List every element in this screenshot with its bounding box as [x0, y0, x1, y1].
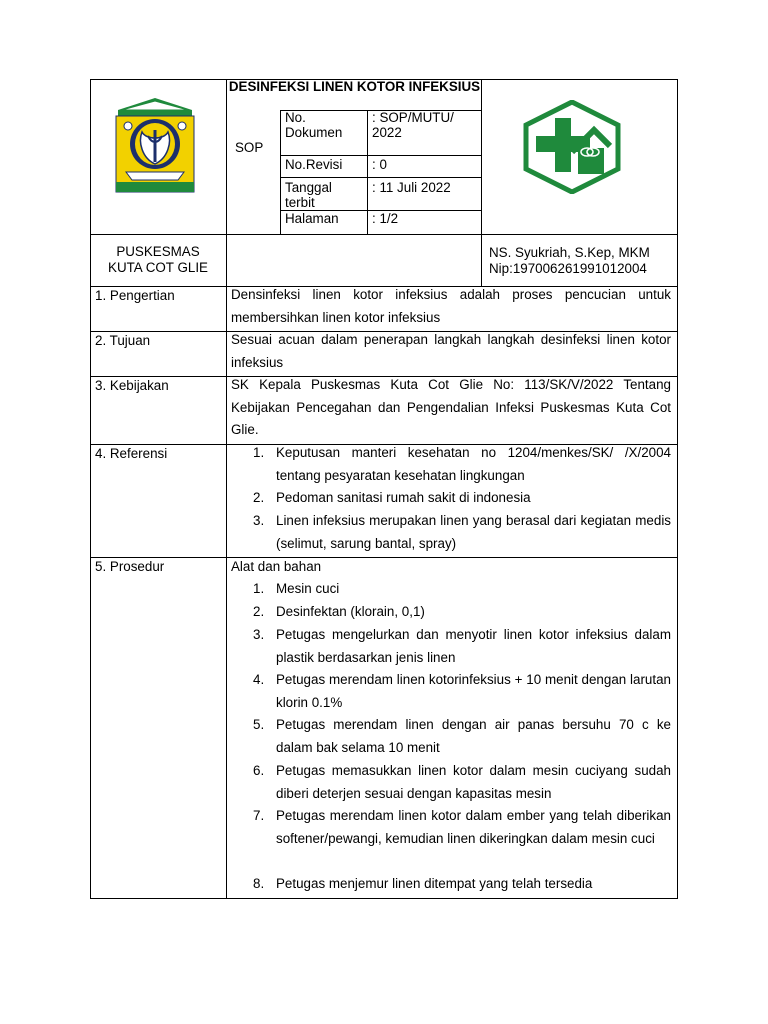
org-name-line2: KUTA COT GLIE: [108, 260, 208, 275]
row-divider: [90, 557, 678, 558]
puskesmas-logo: [520, 100, 624, 194]
column-divider: [226, 79, 227, 899]
signer-name: NS. Syukriah, S.Kep, MKM: [489, 245, 650, 260]
meta-key-halaman: Halaman: [285, 211, 339, 226]
meta-key-tanggal-terbit: Tanggal terbit: [285, 180, 332, 210]
referensi-item-1: Keputusan manteri kesehatan no 1204/menkes/SK/ /X/2004 tentang pesyaratan kesehatan lingkungan: [276, 445, 671, 483]
section-label-kebijakan: 3. Kebijakan: [95, 378, 169, 393]
meta-value-no-revisi: : 0: [372, 157, 387, 172]
prosedur-item-1: Mesin cuci: [276, 581, 340, 596]
column-divider: [481, 79, 482, 286]
meta-value-no-dokumen: : SOP/MUTU/ 2022: [372, 110, 454, 140]
list-number: 3.: [253, 627, 265, 642]
meta-value-tanggal-terbit: : 11 Juli 2022: [372, 180, 451, 195]
list-number: 4.: [253, 672, 265, 687]
prosedur-item-4: Petugas merendam linen kotorinfeksius + 10 menit dengan larutan klorin 0.1%: [276, 672, 671, 710]
list-number: 5.: [253, 717, 265, 732]
list-number: 1.: [253, 445, 265, 460]
meta-key-no-revisi: No.Revisi: [285, 157, 343, 172]
column-divider: [280, 110, 281, 234]
signer-nip: Nip:197006261991012004: [489, 261, 647, 276]
section-label-tujuan: 2. Tujuan: [95, 333, 151, 348]
list-number: 2.: [253, 604, 265, 619]
prosedur-item-2: Desinfektan (klorain, 0,1): [276, 604, 425, 619]
list-number: 3.: [253, 513, 265, 528]
prosedur-item-6: Petugas memasukkan linen kotor dalam mesin cuciyang sudah diberi deterjen sesuai dengan kapasitas mesin: [276, 763, 671, 801]
pengertian-text: Densinfeksi linen kotor infeksius adalah proses pencucian untuk membersihkan linen kotor infeksius: [231, 287, 671, 325]
referensi-item-3: Linen infeksius merupakan linen yang berasal dari kegiatan medis (selimut, sarung bantal, spray): [276, 513, 671, 551]
section-label-prosedur: 5. Prosedur: [95, 559, 165, 574]
prosedur-item-7: Petugas merendam linen kotor dalam ember yang telah diberikan softener/pewangi, kemudian linen dikeringkan dalam mesin cuci: [276, 808, 671, 846]
list-number: 1.: [253, 581, 265, 596]
list-number: 8.: [253, 876, 265, 891]
meta-key-no-dokumen: No. Dokumen: [285, 110, 343, 140]
prosedur-intro: Alat dan bahan: [231, 559, 322, 574]
kebijakan-text: SK Kepala Puskesmas Kuta Cot Glie No: 113/SK/V/2022 Tentang Kebijakan Pencegahan dan Pengendalian Infeksi Puskesmas Kuta Cot Glie.: [231, 377, 671, 437]
row-divider: [280, 177, 481, 178]
list-number: 6.: [253, 763, 265, 778]
section-label-referensi: 4. Referensi: [95, 446, 168, 461]
prosedur-item-3: Petugas mengelurkan dan menyotir linen kotor infeksius dalam plastik berdasarkan jenis linen: [276, 627, 671, 665]
row-divider: [280, 155, 481, 156]
row-divider: [90, 234, 678, 235]
list-number: 7.: [253, 808, 265, 823]
regional-emblem-logo: [108, 96, 202, 200]
meta-value-halaman: : 1/2: [372, 211, 399, 226]
referensi-item-2: Pedoman sanitasi rumah sakit di indonesia: [276, 490, 531, 505]
tujuan-text: Sesuai acuan dalam penerapan langkah langkah desinfeksi linen kotor infeksius: [231, 332, 671, 370]
prosedur-item-5: Petugas merendam linen dengan air panas bersuhu 70 c ke dalam bak selama 10 menit: [276, 717, 671, 755]
sop-label: SOP: [235, 140, 264, 155]
prosedur-item-8: Petugas menjemur linen ditempat yang telah tersedia: [276, 876, 593, 891]
list-number: 2.: [253, 490, 265, 505]
document-title: DESINFEKSI LINEN KOTOR INFEKSIUS: [228, 79, 481, 94]
section-label-pengertian: 1. Pengertian: [95, 288, 175, 303]
column-divider: [367, 110, 368, 234]
org-name-line1: PUSKESMAS: [116, 244, 200, 259]
